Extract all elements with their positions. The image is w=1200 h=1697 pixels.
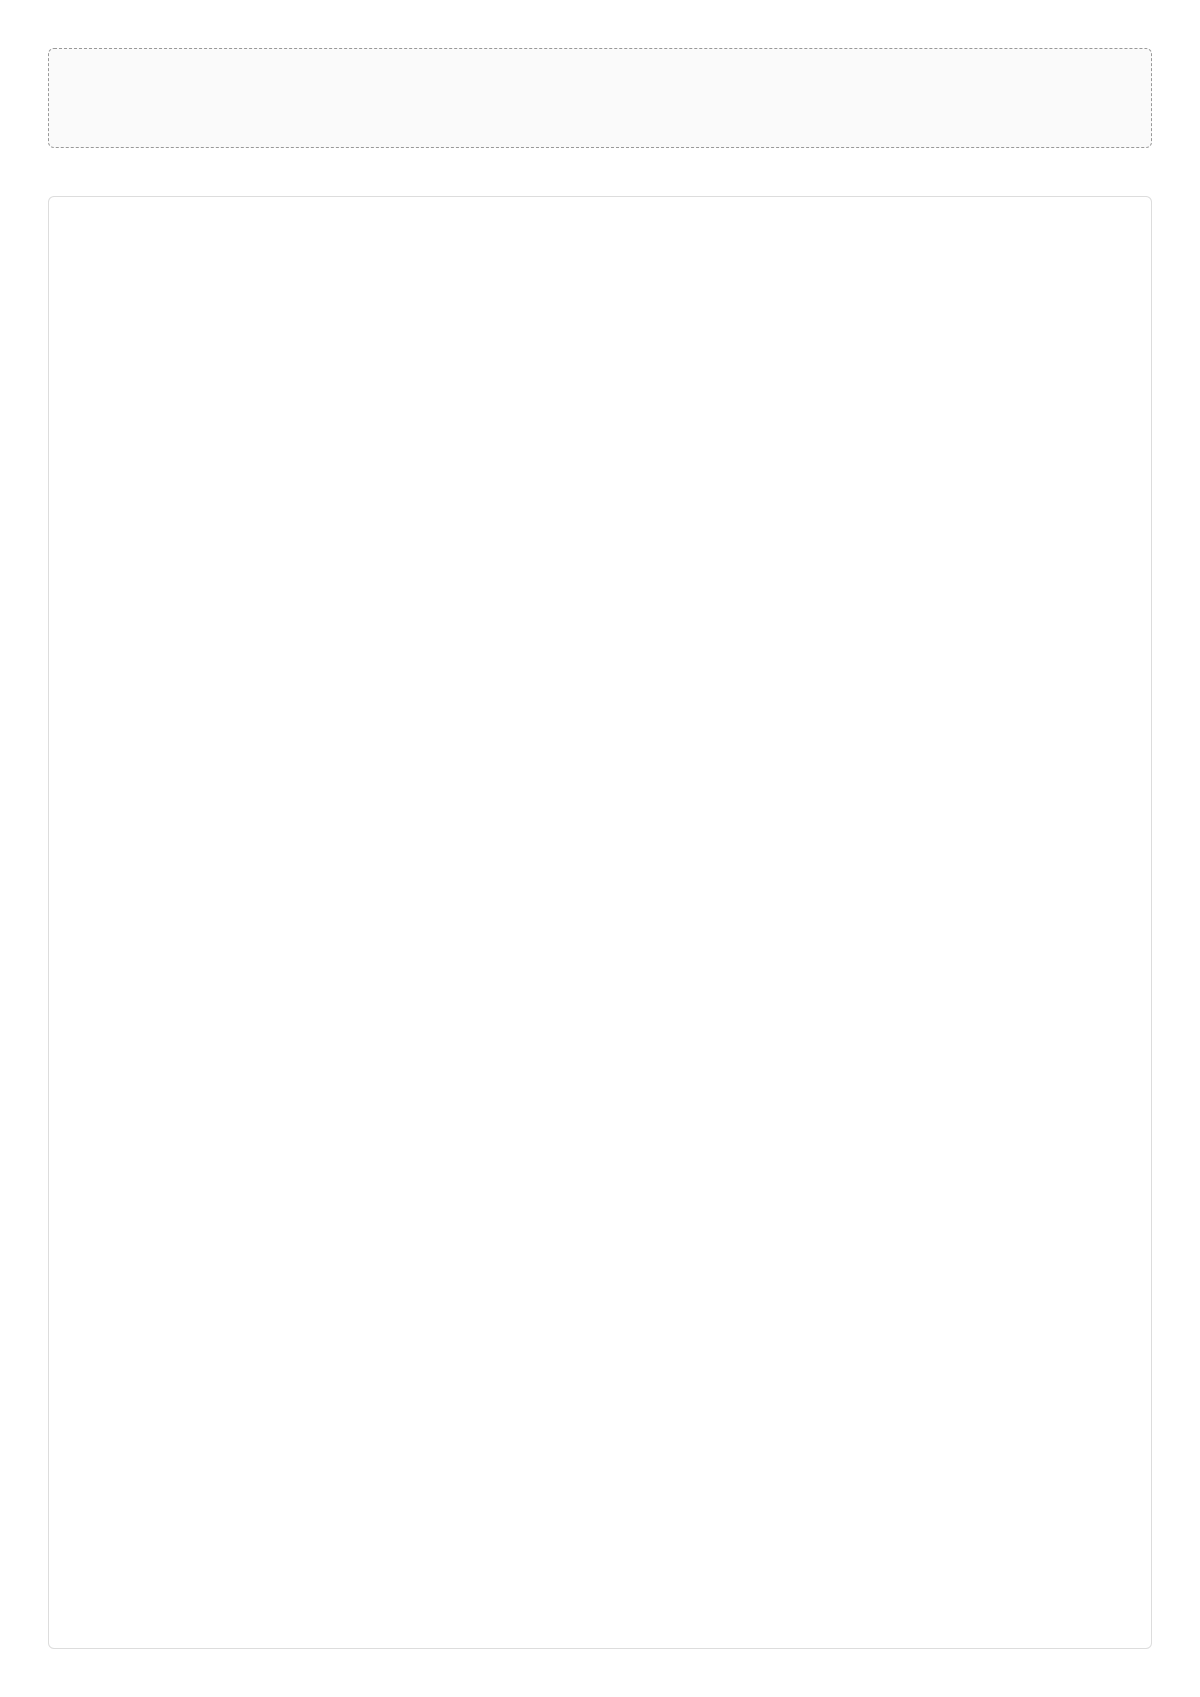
content-canvas — [48, 196, 1152, 1649]
missing-image-notice — [48, 48, 1152, 148]
notice-body — [77, 105, 1123, 123]
notice-title — [77, 73, 1123, 95]
